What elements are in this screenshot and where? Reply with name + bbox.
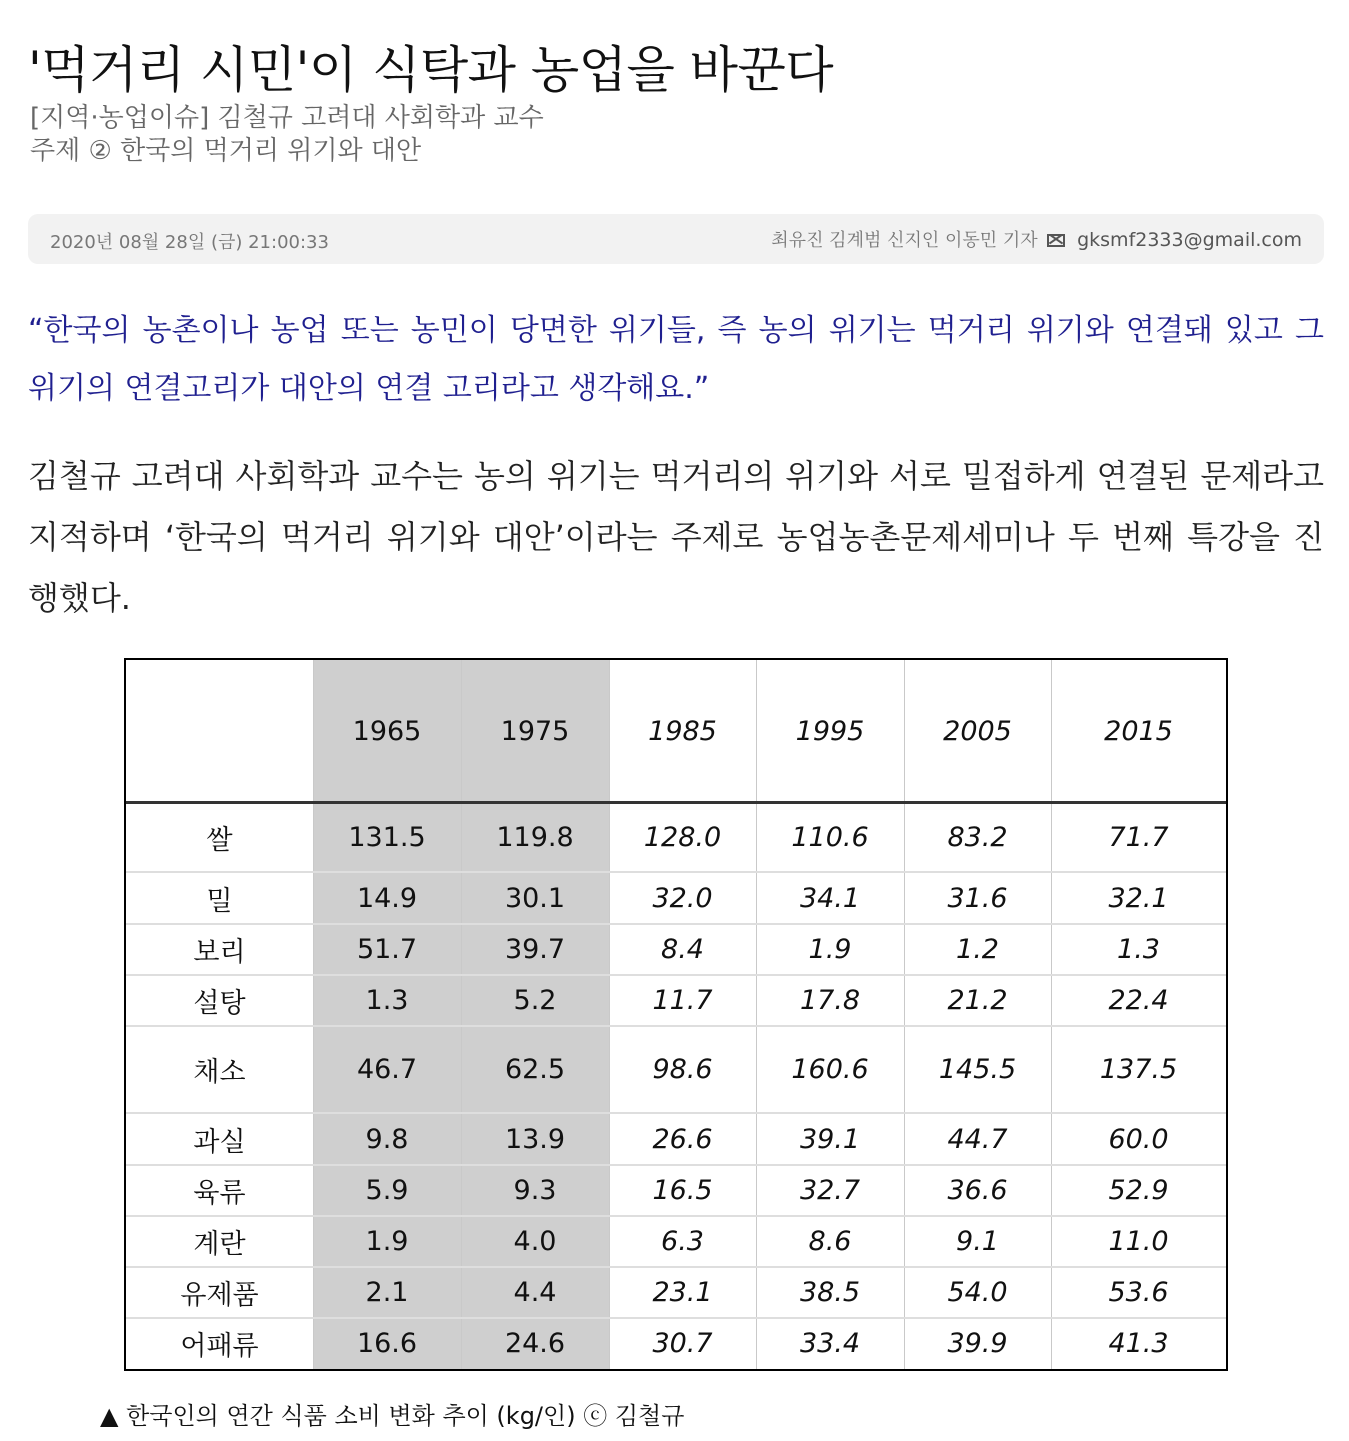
table-cell: 13.9 [504,1123,566,1155]
table-cell: 17.8 [799,985,861,1016]
table-cell: 41.3 [1108,1328,1169,1359]
table-cell: 34.1 [799,882,861,914]
table-cell: 1.2 [956,934,999,965]
table-cell: 5.2 [513,985,557,1016]
row-label: 밀 [206,885,233,917]
table-cell: 62.5 [504,1054,566,1085]
table-cell: 5.9 [365,1175,409,1206]
table-cell: 21.2 [947,985,1008,1016]
row-label: 설탕 [193,988,246,1019]
table-cell: 30.7 [652,1328,713,1359]
table-cell: 6.3 [661,1226,704,1257]
table-cell: 54.0 [947,1277,1008,1308]
table-cell: 98.6 [652,1054,713,1085]
article-subtitle [30,102,544,168]
column-header: 1995 [795,715,865,747]
pull-quote: “한국의 농촌이나 농업 또는 농민이 당면한 위기들, 즉 농의 위기는 먹거리 위기와 연결돼 있고 그 위기의 연결고리가 대안의 연결 고리라고 생각해요.” [28,313,1324,406]
table-cell: 131.5 [348,821,426,853]
table-cell: 30.1 [504,882,566,914]
column-header: 2005 [943,715,1012,747]
table-cell: 4.0 [513,1226,557,1257]
table-cell: 11.0 [1108,1226,1169,1257]
mail-icon[interactable] [1047,234,1065,247]
table-cell: 1.3 [1117,934,1160,965]
table-cell: 128.0 [643,821,722,853]
table-cell: 32.1 [1108,882,1169,914]
row-label: 계란 [193,1229,246,1260]
table-cell: 39.1 [799,1123,861,1155]
figure-caption: ▲ 한국인의 연간 식품 소비 변화 추이 (kg/인) ⓒ 김철규 [100,1402,685,1430]
table-cell: 83.2 [947,821,1008,853]
food-consumption-table [124,658,1228,1371]
table-cell: 39.9 [947,1328,1008,1359]
body-paragraph: 김철규 고려대 사회학과 교수는 농의 위기는 먹거리의 위기와 서로 밀접하게 연결된 문제라고 지적하며 ‘한국의 먹거리 위기와 대안’이라는 주제로 농업농촌문제세미나 두 번째 특강을 진행했다. [28,457,1324,617]
table-cell: 9.8 [365,1123,409,1155]
table-cell: 119.8 [496,821,574,853]
article-title: '먹거리 시민'이 식탁과 농업을 바꾼다 [28,41,834,99]
table-cell: 32.0 [652,882,713,914]
table-cell: 1.9 [808,934,852,965]
table-cell: 11.7 [652,985,713,1016]
column-header: 1985 [648,715,717,747]
row-label: 육류 [193,1178,246,1209]
row-label: 쌀 [206,824,233,856]
row-label: 과실 [193,1126,246,1158]
table-cell: 39.7 [504,934,566,965]
table-cell: 53.6 [1108,1277,1169,1308]
table-cell: 8.4 [661,934,704,965]
table-cell: 31.6 [947,882,1008,914]
table-cell: 44.7 [947,1123,1008,1155]
row-label: 유제품 [180,1280,259,1311]
byline [771,226,1302,252]
table-cell: 22.4 [1108,985,1169,1016]
row-label: 보리 [193,937,246,968]
table-cell: 2.1 [365,1277,409,1308]
article-meta-bar [28,214,1324,264]
column-header: 1965 [352,715,422,747]
table-cell: 71.7 [1108,821,1169,853]
column-header: 2015 [1104,715,1173,747]
table-cell: 38.5 [799,1277,861,1308]
table-cell: 145.5 [938,1054,1017,1085]
publish-date: 2020년 08월 28일 (금) 21:00:33 [50,232,329,253]
reporter-email-link[interactable]: gksmf2333@gmail.com [1077,229,1302,251]
table-cell: 36.6 [947,1175,1008,1206]
table-cell: 16.5 [652,1175,713,1206]
table-cell: 160.6 [791,1054,869,1085]
table-cell: 9.3 [513,1175,557,1206]
table-cell: 110.6 [791,821,869,853]
table-cell: 32.7 [799,1175,861,1206]
table-cell: 1.3 [365,985,409,1016]
table-cell: 137.5 [1099,1054,1178,1085]
table-cell: 51.7 [356,934,418,965]
table-cell: 16.6 [356,1328,418,1359]
table-cell: 8.6 [808,1226,852,1257]
reporter-names: 최유진 김계범 신지인 이동민 기자 [771,230,1038,251]
table-cell: 1.9 [365,1226,409,1257]
table-cell: 24.6 [504,1328,566,1359]
table-cell: 33.4 [799,1328,861,1359]
subtitle-line-2: 주제 ② 한국의 먹거리 위기와 대안 [30,136,422,166]
table-cell: 4.4 [513,1277,557,1308]
table-cell: 9.1 [956,1226,999,1257]
table-cell: 23.1 [652,1277,713,1308]
table-cell: 26.6 [652,1123,713,1155]
row-label: 채소 [193,1057,246,1088]
subtitle-line-1: [지역·농업이슈] 김철규 고려대 사회학과 교수 [30,103,544,133]
row-label: 어패류 [180,1331,259,1362]
table-cell: 46.7 [356,1054,418,1085]
table-cell: 60.0 [1108,1123,1169,1155]
column-header: 1975 [500,715,570,747]
table-cell: 52.9 [1108,1175,1169,1206]
table-cell: 14.9 [356,882,418,914]
